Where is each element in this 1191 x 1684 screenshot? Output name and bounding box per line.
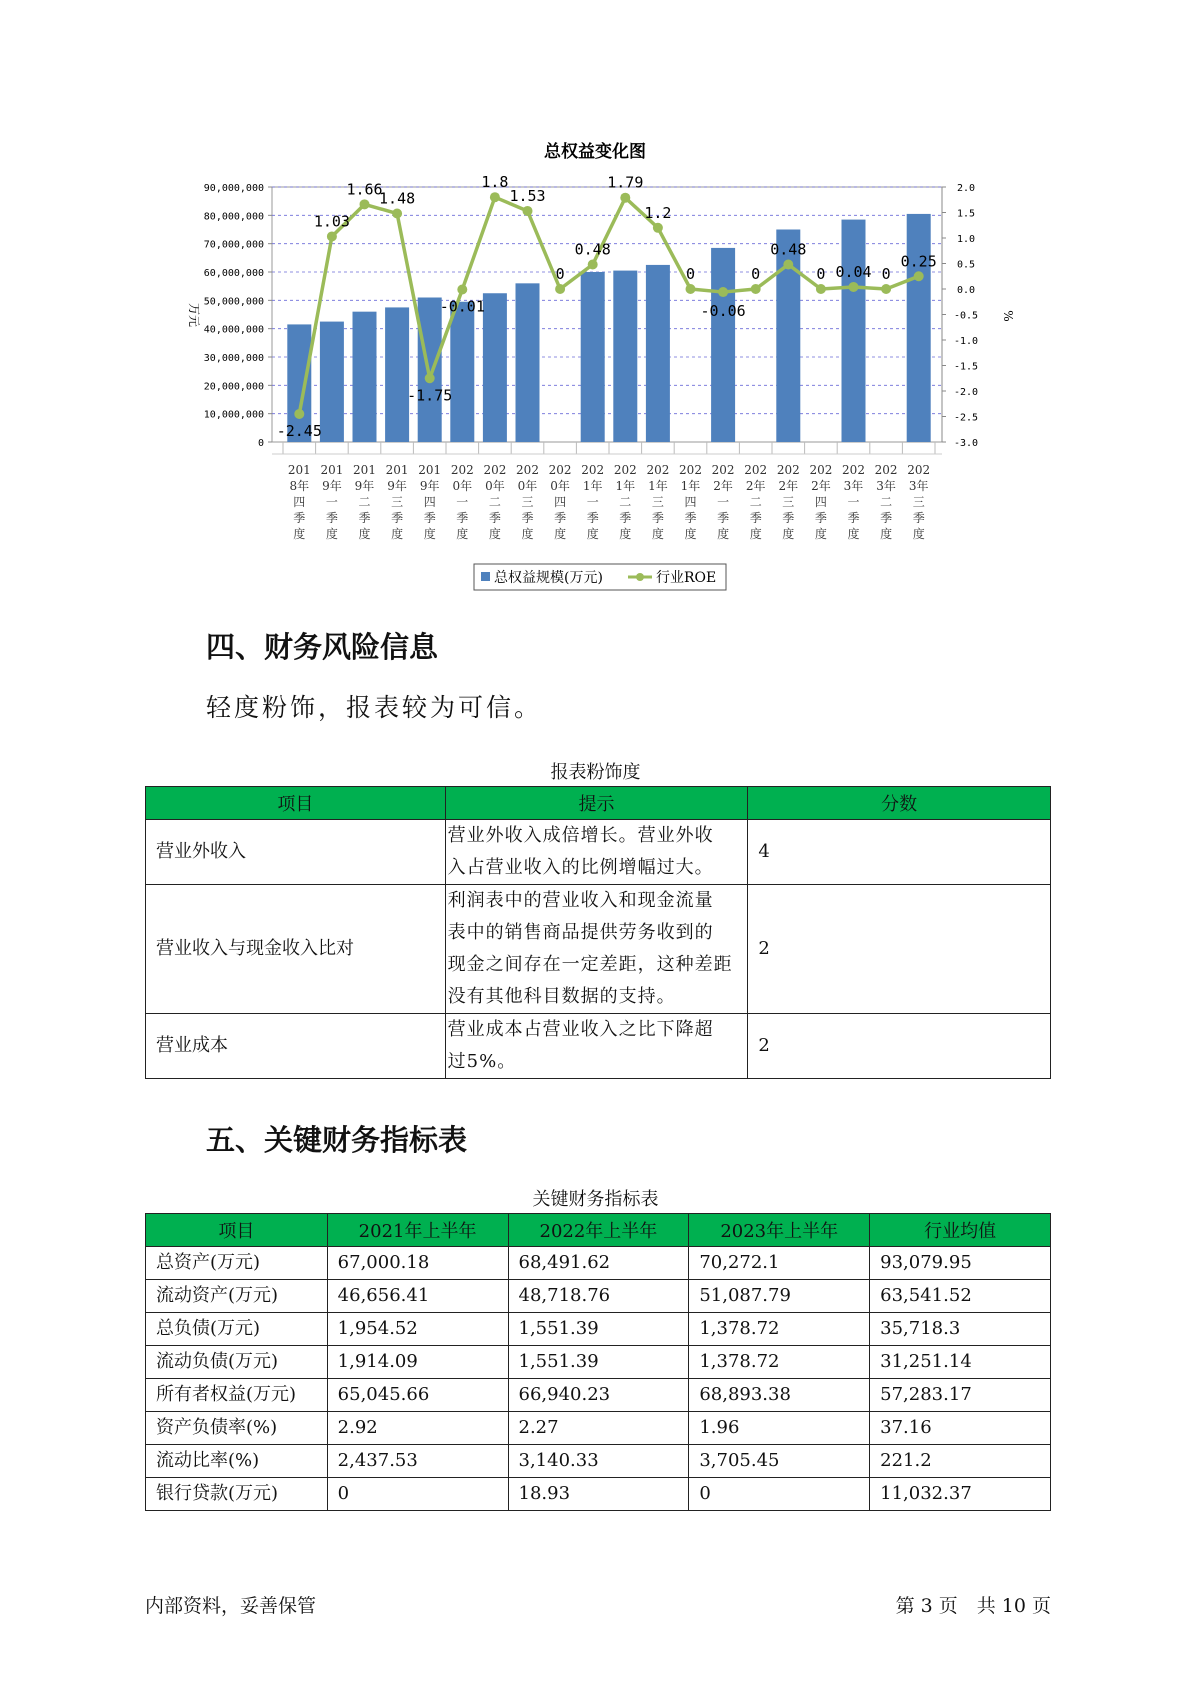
kpi-value: 65,045.66 [327,1379,508,1412]
x-tick-label: 季 [554,511,567,525]
bar [353,312,377,442]
kpi-value: 70,272.1 [689,1247,870,1280]
kpi-value: 63,541.52 [870,1280,1051,1313]
x-tick-label: 202 [581,463,605,477]
x-tick-label: 一 [717,495,730,509]
roe-data-label: 1.8 [481,173,509,192]
roe-point [425,373,435,383]
x-tick-label: 度 [749,527,762,541]
x-tick-label: 202 [516,463,539,477]
y-tick-label: 80,000,000 [203,211,264,223]
risk-hint [445,885,748,1014]
x-tick-label: 8年 [289,479,310,493]
y-tick-label: 90,000,000 [203,183,264,194]
y2-tick-label: -1.5 [953,361,979,373]
x-tick-label: 202 [744,463,768,477]
risk-item: 营业成本 [146,1014,446,1079]
kpi-value: 3,140.33 [508,1445,689,1478]
x-tick-label: 度 [586,527,599,541]
y-axis-label: 万元 [187,302,201,328]
roe-data-label: 0 [555,265,565,283]
bar [385,307,409,442]
kpi-item: 银行贷款(万元) [146,1478,328,1511]
x-tick-label: 二 [880,495,893,509]
roe-data-label: 1.03 [313,212,350,231]
roe-data-label: -1.75 [407,386,453,405]
x-tick-label: 度 [847,527,860,541]
roe-point [620,193,630,203]
x-tick-label: 季 [782,511,795,525]
roe-data-label: 1.79 [607,173,644,192]
risk-hint-line: 营业成本占营业收入之比下降超 [447,1019,714,1040]
x-tick-label: 三 [651,495,664,509]
x-tick-label: 一 [325,495,338,509]
roe-point [294,409,304,419]
x-tick-label: 2年 [811,479,831,493]
legend-line-marker [636,573,644,581]
kpi-row [146,1280,1051,1313]
x-tick-label: 度 [814,527,827,541]
kpi-item: 总资产(万元) [146,1247,328,1280]
x-tick-label: 季 [325,511,338,525]
y-tick-label: 20,000,000 [203,381,264,393]
y-tick-label: 70,000,000 [203,239,264,251]
x-tick-label: 3年 [876,479,896,493]
x-tick-label: 3年 [843,479,864,493]
kpi-row [146,1313,1051,1346]
roe-point [653,223,663,233]
bar [907,214,931,442]
risk-hint-line: 利润表中的营业收入和现金流量 [447,890,714,911]
risk-table-caption: 报表粉饰度 [550,762,641,783]
x-tick-label: 一 [456,495,469,509]
x-tick-label: 季 [488,511,501,525]
y-tick-label: 10,000,000 [203,409,264,421]
x-tick-label: 季 [391,511,404,525]
kpi-table-caption: 关键财务指标表 [532,1189,659,1210]
x-tick-label: 201 [353,463,376,477]
x-tick-label: 季 [586,511,599,525]
y2-axis-label: % [1001,310,1015,322]
x-tick-label: 度 [782,527,795,541]
risk-score: 2 [748,885,1051,1014]
chart-title: 总权益变化图 [544,142,646,162]
section-4-heading: 四、财务风险信息 [206,630,439,664]
x-tick-label: 季 [521,511,534,525]
x-tick-label: 1年 [680,479,701,493]
bar [711,248,735,442]
risk-row [146,820,1051,885]
x-tick-label: 二 [488,495,501,509]
x-tick-label: 1年 [582,479,603,493]
x-tick-label: 度 [325,527,338,541]
x-tick-label: 202 [776,463,800,477]
x-tick-label: 9年 [322,479,342,493]
x-tick-label: 0年 [550,479,570,493]
y-tick-label: 50,000,000 [203,296,264,308]
kpi-row [146,1379,1051,1412]
kpi-value: 67,000.18 [327,1247,508,1280]
roe-data-label: -0.06 [700,302,746,321]
kpi-value: 221.2 [870,1445,1051,1478]
bar [646,265,670,442]
risk-table [145,786,1051,1079]
kpi-value: 0 [327,1478,508,1511]
x-tick-label: 三 [521,495,534,509]
legend-line-label: 行业ROE [656,570,717,586]
x-tick-label: 度 [912,527,925,541]
y2-tick-label: 1.5 [956,208,976,220]
risk-header-score: 分数 [748,787,1051,820]
x-tick-label: 四 [293,495,306,509]
risk-score: 4 [748,820,1051,885]
x-tick-label: 202 [548,463,572,477]
x-tick-label: 度 [684,527,697,541]
risk-item: 营业收入与现金收入比对 [146,885,446,1014]
kpi-row [146,1478,1051,1511]
x-tick-label: 202 [842,463,865,477]
x-tick-label: 度 [488,527,501,541]
kpi-item: 所有者权益(万元) [146,1379,328,1412]
page-number: 第 3 页 共 10 页 [895,1595,1051,1617]
kpi-value: 68,893.38 [689,1379,870,1412]
roe-point [360,199,370,209]
y2-tick-label: 1.0 [956,234,976,245]
kpi-table [145,1213,1051,1511]
section-5-heading: 五、关键财务指标表 [206,1123,468,1157]
risk-hint [445,1014,748,1079]
x-tick-label: 季 [651,511,664,525]
kpi-value: 2.27 [508,1412,689,1445]
y2-tick-label: -2.0 [953,387,979,398]
x-tick-label: 0年 [517,479,538,493]
x-tick-label: 季 [814,511,827,525]
x-tick-label: 三 [391,495,404,509]
roe-data-label: 0.25 [900,252,937,271]
kpi-value: 11,032.37 [870,1478,1051,1511]
roe-data-label: 1.2 [644,203,672,222]
x-tick-label: 四 [554,495,567,509]
roe-data-label: 0.48 [770,240,807,259]
roe-point [914,271,924,281]
x-tick-label: 202 [679,463,702,477]
roe-data-label: 1.48 [379,189,416,208]
roe-data-label: 1.53 [509,186,546,205]
roe-data-label: 0.48 [574,240,611,259]
risk-item: 营业外收入 [146,820,446,885]
kpi-item: 资产负债率(%) [146,1412,328,1445]
kpi-row [146,1445,1051,1478]
y2-tick-label: 0.5 [956,259,976,271]
bar [320,322,344,442]
x-tick-label: 9年 [354,479,375,493]
kpi-value: 3,705.45 [689,1445,870,1478]
roe-point [457,285,467,295]
y2-tick-label: 2.0 [956,183,976,194]
x-tick-label: 2年 [778,479,799,493]
x-tick-label: 1年 [648,479,668,493]
x-tick-label: 一 [847,495,860,509]
roe-data-label: 0.04 [835,262,872,281]
x-tick-label: 0年 [452,479,473,493]
x-tick-label: 202 [711,463,735,477]
x-tick-label: 9年 [419,479,440,493]
x-tick-label: 季 [749,511,762,525]
x-tick-label: 季 [912,511,925,525]
x-tick-label: 202 [613,463,637,477]
x-tick-label: 二 [749,495,762,509]
roe-point [392,209,402,219]
x-tick-label: 四 [814,495,827,509]
x-tick-label: 度 [456,527,469,541]
kpi-item: 流动比率(%) [146,1445,328,1478]
roe-point [523,206,533,216]
risk-hint [445,820,748,885]
kpi-item: 流动负债(万元) [146,1346,328,1379]
y2-tick-label: -3.0 [953,438,979,449]
y-tick-label: 0 [257,438,264,449]
x-tick-label: 度 [717,527,730,541]
kpi-value: 1,378.72 [689,1346,870,1379]
kpi-value: 57,283.17 [870,1379,1051,1412]
x-tick-label: 季 [423,511,436,525]
x-tick-label: 二 [619,495,632,509]
kpi-value: 1,551.39 [508,1346,689,1379]
x-tick-label: 202 [809,463,833,477]
risk-score: 2 [748,1014,1051,1079]
x-tick-label: 度 [423,527,436,541]
x-tick-label: 四 [684,495,697,509]
roe-data-label: 0 [816,265,826,283]
x-tick-label: 201 [418,463,442,477]
kpi-header: 2022年上半年 [508,1214,689,1247]
kpi-value: 0 [689,1478,870,1511]
x-tick-label: 度 [880,527,893,541]
kpi-value: 68,491.62 [508,1247,689,1280]
x-tick-label: 一 [586,495,599,509]
equity-chart [0,0,1191,600]
x-tick-label: 度 [293,527,306,541]
y-tick-label: 40,000,000 [203,324,264,336]
risk-summary: 轻度粉饰，报表较为可信。 [206,693,543,722]
kpi-row [146,1247,1051,1280]
x-tick-label: 度 [391,527,404,541]
bar [581,272,605,442]
roe-data-label: 0 [751,265,761,283]
x-tick-label: 度 [651,527,664,541]
kpi-value: 2,437.53 [327,1445,508,1478]
x-tick-label: 季 [358,511,371,525]
x-tick-label: 季 [293,511,306,525]
risk-row [146,885,1051,1014]
kpi-value: 37.16 [870,1412,1051,1445]
x-tick-label: 202 [450,463,474,477]
bar [450,302,474,442]
x-tick-label: 1年 [615,479,636,493]
kpi-value: 18.93 [508,1478,689,1511]
x-tick-label: 度 [554,527,567,541]
x-tick-label: 202 [646,463,670,477]
risk-header-hint: 提示 [445,787,748,820]
roe-data-label: 0 [685,265,696,283]
y2-tick-label: -1.0 [953,336,979,347]
x-tick-label: 度 [358,527,371,541]
kpi-value: 35,718.3 [870,1313,1051,1346]
y2-tick-label: 0.0 [956,285,976,296]
x-tick-label: 202 [874,463,898,477]
bar [516,283,540,442]
kpi-row [146,1412,1051,1445]
risk-hint-line: 没有其他科目数据的支持。 [447,986,676,1007]
risk-hint-line: 现金之间存在一定差距，这种差距 [447,954,733,975]
risk-hint-line: 表中的销售商品提供劳务收到的 [447,922,714,943]
x-tick-label: 3年 [908,479,929,493]
x-tick-label: 季 [847,511,860,525]
kpi-value: 66,940.23 [508,1379,689,1412]
kpi-item: 总负债(万元) [146,1313,328,1346]
kpi-value: 93,079.95 [870,1247,1051,1280]
risk-hint-line: 营业外收入成倍增长。营业外收 [447,825,714,846]
x-tick-label: 季 [684,511,697,525]
kpi-value: 1.96 [689,1412,870,1445]
kpi-value: 1,954.52 [327,1313,508,1346]
roe-point [490,192,500,202]
kpi-value: 1,378.72 [689,1313,870,1346]
kpi-row [146,1346,1051,1379]
kpi-header: 行业均值 [870,1214,1051,1247]
roe-point [881,284,891,294]
x-tick-label: 201 [287,463,311,477]
kpi-value: 1,914.09 [327,1346,508,1379]
roe-data-label: -0.01 [439,297,485,316]
risk-hint-line: 过5%。 [447,1051,517,1072]
x-tick-label: 季 [456,511,469,525]
x-tick-label: 季 [717,511,730,525]
roe-point [849,282,859,292]
roe-point [327,231,337,241]
roe-data-label: 1.66 [346,180,383,199]
risk-header-item: 项目 [146,787,446,820]
x-tick-label: 三 [912,495,925,509]
kpi-value: 51,087.79 [689,1280,870,1313]
roe-point [783,260,793,270]
risk-row [146,1014,1051,1079]
x-tick-label: 0年 [485,479,505,493]
roe-point [816,284,826,294]
x-tick-label: 度 [619,527,632,541]
x-tick-label: 2年 [745,479,766,493]
bar [842,220,866,442]
roe-point [718,287,728,297]
roe-data-label: -2.45 [276,421,322,440]
bar [483,293,507,442]
kpi-value: 31,251.14 [870,1346,1051,1379]
legend-bar-label: 总权益规模(万元) [494,570,603,586]
bar [613,271,637,442]
x-tick-label: 2年 [713,479,733,493]
y2-tick-label: -2.5 [953,412,979,424]
x-tick-label: 季 [880,511,893,525]
kpi-header: 2021年上半年 [327,1214,508,1247]
y-tick-label: 60,000,000 [203,268,264,279]
footer-note: 内部资料，妥善保管 [145,1595,317,1617]
x-tick-label: 201 [320,463,344,477]
x-tick-label: 9年 [387,479,407,493]
x-tick-label: 202 [483,463,507,477]
kpi-value: 2.92 [327,1412,508,1445]
x-tick-label: 202 [907,463,931,477]
roe-point [686,284,696,294]
roe-point [751,284,761,294]
y2-tick-label: -0.5 [953,310,979,322]
kpi-item: 流动资产(万元) [146,1280,328,1313]
x-tick-label: 季 [619,511,632,525]
x-tick-label: 三 [782,495,795,509]
x-tick-label: 度 [521,527,534,541]
kpi-header: 项目 [146,1214,328,1247]
x-tick-label: 四 [423,495,436,509]
y-tick-label: 30,000,000 [203,353,264,364]
kpi-header: 2023年上半年 [689,1214,870,1247]
roe-point [555,284,565,294]
roe-data-label: 0 [881,265,891,283]
kpi-value: 46,656.41 [327,1280,508,1313]
legend-bar-swatch [481,572,490,581]
kpi-value: 1,551.39 [508,1313,689,1346]
kpi-value: 48,718.76 [508,1280,689,1313]
risk-hint-line: 入占营业收入的比例增幅过大。 [447,857,714,878]
x-tick-label: 201 [385,463,409,477]
roe-point [588,260,598,270]
x-tick-label: 二 [358,495,371,509]
